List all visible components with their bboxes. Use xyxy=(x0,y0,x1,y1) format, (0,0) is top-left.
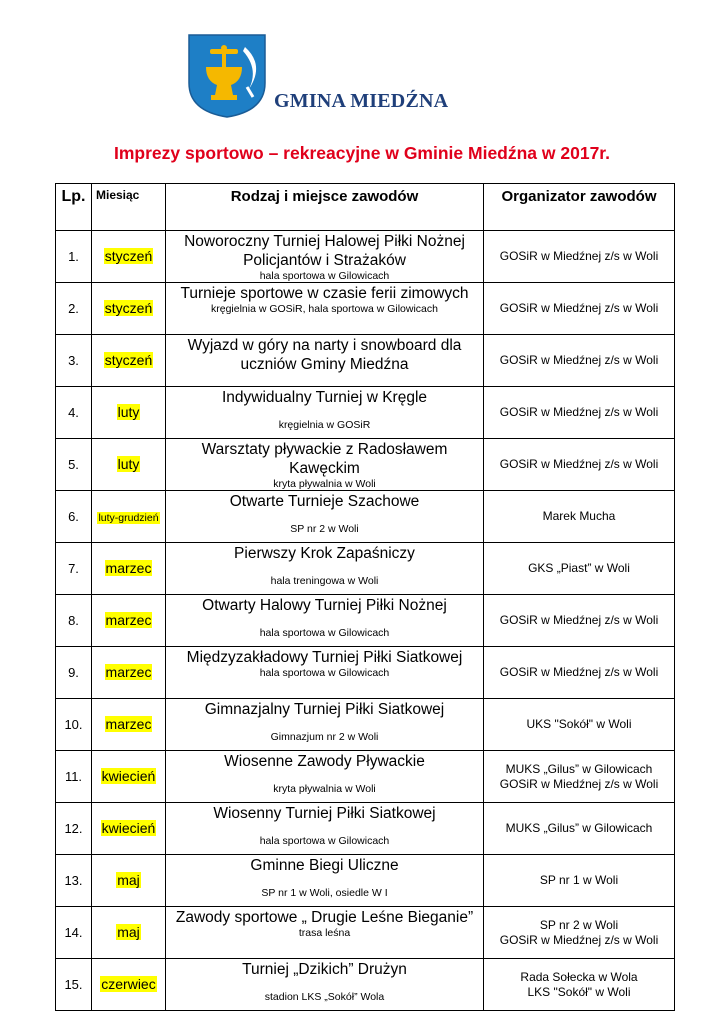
municipality-name: GMINA MIEDŹNA xyxy=(274,90,449,112)
row-event xyxy=(166,699,484,751)
table-row xyxy=(56,387,675,439)
month-highlight: maj xyxy=(117,871,140,888)
table-row xyxy=(56,751,675,803)
row-organizer xyxy=(484,647,675,699)
row-event xyxy=(166,595,484,647)
table-row xyxy=(56,335,675,387)
event-title: Turniej „Dzikich” Drużyn xyxy=(242,961,407,978)
month-highlight: styczeń xyxy=(104,247,153,264)
table-row xyxy=(56,595,675,647)
row-event xyxy=(166,543,484,595)
organizer-line: GOSiR w Miedźnej z/s w Woli xyxy=(499,405,659,419)
month-highlight: czerwiec xyxy=(101,975,156,992)
row-number: 4. xyxy=(56,387,92,439)
table-row xyxy=(56,699,675,751)
row-number: 1. xyxy=(56,231,92,283)
table-row xyxy=(56,231,675,283)
page-title: Imprezy sportowo – rekreacyjne w Gminie Miedźna w 2017r. xyxy=(113,143,611,163)
event-place: hala treningowa w Woli xyxy=(270,575,379,587)
month-highlight: kwiecień xyxy=(101,767,156,784)
row-month xyxy=(92,335,166,387)
row-organizer xyxy=(484,803,675,855)
row-number: 7. xyxy=(56,543,92,595)
row-number: 9. xyxy=(56,647,92,699)
row-organizer xyxy=(484,959,675,1011)
table-header-row xyxy=(56,184,675,231)
organizer-line: GKS „Piast” w Woli xyxy=(528,561,630,575)
row-organizer xyxy=(484,907,675,959)
row-month xyxy=(92,283,166,335)
row-event xyxy=(166,283,484,335)
month-highlight: marzec xyxy=(105,611,152,628)
event-title: Warsztaty pływackie z Radosławem Kawęckim xyxy=(201,441,448,477)
row-month xyxy=(92,595,166,647)
organizer-line: SP nr 1 w Woli xyxy=(539,873,619,887)
table-row xyxy=(56,491,675,543)
row-month xyxy=(92,491,166,543)
row-number: 3. xyxy=(56,335,92,387)
coat-of-arms-icon xyxy=(187,33,267,119)
table-row xyxy=(56,283,675,335)
event-place: kryta pływalnia w Woli xyxy=(273,478,376,490)
table-row xyxy=(56,855,675,907)
table-row xyxy=(56,543,675,595)
month-highlight: luty xyxy=(117,455,140,472)
event-place: SP nr 2 w Woli xyxy=(290,523,359,535)
row-number: 12. xyxy=(56,803,92,855)
row-event xyxy=(166,959,484,1011)
event-place: SP nr 1 w Woli, osiedle W I xyxy=(261,887,388,899)
event-title: Pierwszy Krok Zapaśniczy xyxy=(234,545,415,562)
event-place: stadion LKS „Sokół” Wola xyxy=(264,991,385,1003)
row-organizer xyxy=(484,699,675,751)
row-number: 13. xyxy=(56,855,92,907)
event-title: Indywidualny Turniej w Kręgle xyxy=(221,389,428,406)
row-event xyxy=(166,387,484,439)
row-month xyxy=(92,907,166,959)
row-number: 8. xyxy=(56,595,92,647)
event-place: hala sportowa w Gilowicach xyxy=(259,667,390,679)
organizer-line: Rada Sołecka w Wola xyxy=(520,969,638,984)
row-event xyxy=(166,803,484,855)
row-organizer xyxy=(484,335,675,387)
row-month xyxy=(92,699,166,751)
event-place: Gimnazjum nr 2 w Woli xyxy=(270,731,379,743)
row-month xyxy=(92,439,166,491)
row-month xyxy=(92,855,166,907)
row-month xyxy=(92,803,166,855)
row-event xyxy=(166,335,484,387)
row-month xyxy=(92,647,166,699)
event-title: Otwarte Turnieje Szachowe xyxy=(229,493,420,510)
row-organizer xyxy=(484,543,675,595)
row-organizer xyxy=(484,595,675,647)
row-event xyxy=(166,231,484,283)
table-row xyxy=(56,803,675,855)
organizer-line: GOSiR w Miedźnej z/s w Woli xyxy=(499,457,659,471)
row-event xyxy=(166,491,484,543)
row-number: 5. xyxy=(56,439,92,491)
month-highlight: luty-grudzień xyxy=(98,511,159,524)
month-highlight: kwiecień xyxy=(101,819,156,836)
event-place: kręgielnia w GOSiR, hala sportowa w Gilowicach xyxy=(210,303,438,315)
organizer-line: GOSiR w Miedźnej z/s w Woli xyxy=(499,249,659,263)
organizer-line: MUKS „Gilus” w Gilowicach xyxy=(505,761,653,776)
row-event xyxy=(166,751,484,803)
month-highlight: luty xyxy=(117,403,140,420)
row-organizer xyxy=(484,751,675,803)
organizer-line: GOSiR w Miedźnej z/s w Woli xyxy=(499,301,659,315)
event-title: Gminne Biegi Uliczne xyxy=(250,857,399,874)
row-number: 2. xyxy=(56,283,92,335)
row-organizer xyxy=(484,439,675,491)
row-organizer xyxy=(484,855,675,907)
month-highlight: styczeń xyxy=(104,299,153,316)
row-organizer xyxy=(484,491,675,543)
table-row xyxy=(56,439,675,491)
row-event xyxy=(166,439,484,491)
row-month xyxy=(92,231,166,283)
month-highlight: marzec xyxy=(105,663,152,680)
row-number: 6. xyxy=(56,491,92,543)
header-organizer: Organizator zawodów xyxy=(484,184,675,231)
coat-of-arms xyxy=(187,33,267,119)
event-title: Zawody sportowe „ Drugie Leśne Bieganie” xyxy=(175,909,474,926)
organizer-line: GOSiR w Miedźnej z/s w Woli xyxy=(499,613,659,627)
event-title: Turnieje sportowe w czasie ferii zimowych xyxy=(180,285,469,302)
month-highlight: marzec xyxy=(105,715,152,732)
row-number: 11. xyxy=(56,751,92,803)
month-highlight: styczeń xyxy=(104,351,153,368)
header-month: Miesiąc xyxy=(92,184,166,231)
event-place: hala sportowa w Gilowicach xyxy=(259,835,390,847)
organizer-line: MUKS „Gilus” w Gilowicach xyxy=(505,821,653,835)
row-month xyxy=(92,387,166,439)
event-title: Gimnazjalny Turniej Piłki Siatkowej xyxy=(204,701,445,718)
row-organizer xyxy=(484,231,675,283)
events-table xyxy=(55,183,675,1011)
row-event xyxy=(166,907,484,959)
header-lp: Lp. xyxy=(56,184,92,231)
event-title: Wiosenny Turniej Piłki Siatkowej xyxy=(213,805,436,822)
row-organizer xyxy=(484,283,675,335)
row-event xyxy=(166,855,484,907)
organizer-line: LKS "Sokół" w Woli xyxy=(527,984,631,999)
event-place: kręgielnia w GOSiR xyxy=(278,419,371,431)
event-title: Noworoczny Turniej Halowej Piłki Nożnej Policjantów i Strażaków xyxy=(184,233,465,269)
event-title: Wiosenne Zawody Pływackie xyxy=(224,753,425,770)
organizer-line: GOSiR w Miedźnej z/s w Woli xyxy=(499,776,659,791)
month-highlight: marzec xyxy=(105,559,152,576)
table-row xyxy=(56,907,675,959)
header-event: Rodzaj i miejsce zawodów xyxy=(166,184,484,231)
organizer-line: SP nr 2 w Woli xyxy=(539,917,619,932)
event-title: Otwarty Halowy Turniej Piłki Nożnej xyxy=(202,597,447,614)
event-place: hala sportowa w Gilowicach xyxy=(259,270,390,282)
table-row xyxy=(56,959,675,1011)
organizer-line: UKS "Sokół" w Woli xyxy=(526,717,632,731)
event-title: Międzyzakładowy Turniej Piłki Siatkowej xyxy=(186,649,463,666)
row-number: 10. xyxy=(56,699,92,751)
row-organizer xyxy=(484,387,675,439)
event-place: kryta pływalnia w Woli xyxy=(273,783,376,795)
row-number: 15. xyxy=(56,959,92,1011)
event-title: Wyjazd w góry na narty i snowboard dla uczniów Gminy Miedźna xyxy=(187,337,462,373)
row-month xyxy=(92,959,166,1011)
organizer-line: Marek Mucha xyxy=(542,509,616,523)
event-place: hala sportowa w Gilowicach xyxy=(259,627,390,639)
event-place: trasa leśna xyxy=(298,927,351,939)
organizer-line: GOSiR w Miedźnej z/s w Woli xyxy=(499,932,659,947)
row-month xyxy=(92,751,166,803)
table-row xyxy=(56,647,675,699)
organizer-line: GOSiR w Miedźnej z/s w Woli xyxy=(499,353,659,367)
row-number: 14. xyxy=(56,907,92,959)
row-event xyxy=(166,647,484,699)
row-month xyxy=(92,543,166,595)
month-highlight: maj xyxy=(117,923,140,940)
organizer-line: GOSiR w Miedźnej z/s w Woli xyxy=(499,665,659,679)
